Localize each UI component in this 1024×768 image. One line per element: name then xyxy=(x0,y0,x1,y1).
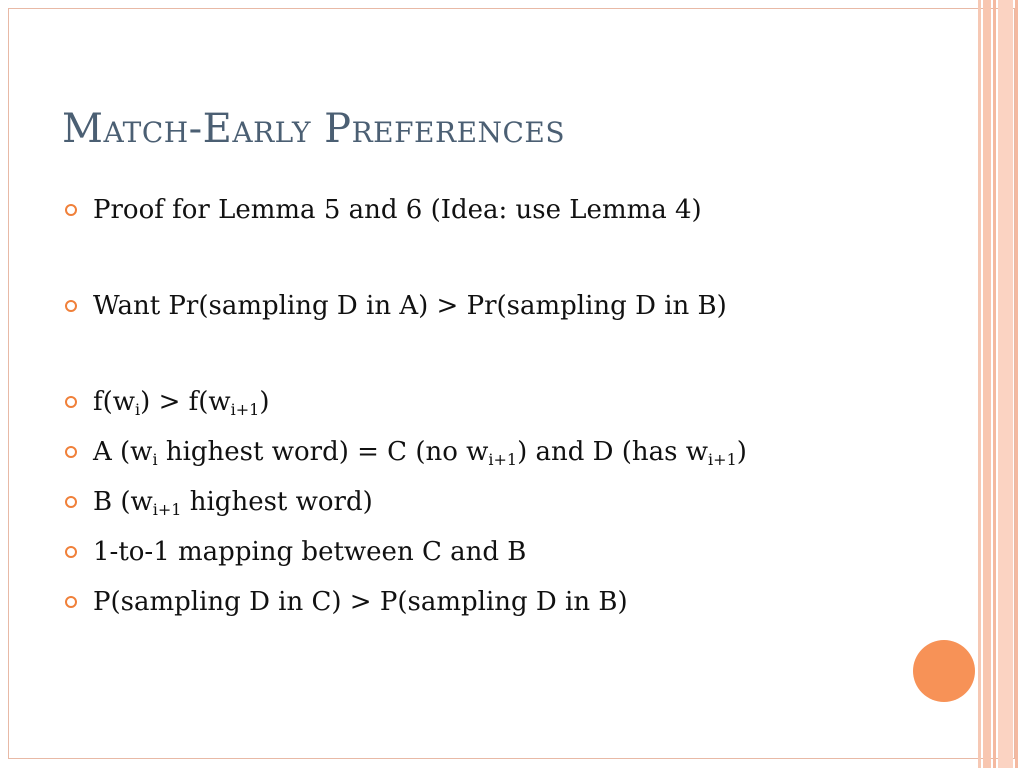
decorative-stripe xyxy=(978,0,981,768)
bullet-circle-icon xyxy=(65,546,77,558)
bullet-item xyxy=(60,477,940,527)
bullet-text: $f(w_i) > f(w_{i+1})$ xyxy=(93,387,270,419)
bullet-item xyxy=(60,281,940,331)
bullet-text: B ($w_{i+1}$ highest word) xyxy=(93,487,373,519)
bullet-circle-icon xyxy=(65,496,77,508)
subscript: i+1 xyxy=(152,500,182,519)
bullet-item xyxy=(60,427,940,477)
subscript: i xyxy=(135,400,141,419)
decorative-stripe xyxy=(983,0,991,768)
bullet-circle-icon xyxy=(65,596,77,608)
decorative-stripe xyxy=(1015,0,1018,768)
bullet-item xyxy=(60,185,940,235)
subscript: i+1 xyxy=(230,400,260,419)
bullet-item xyxy=(60,377,940,427)
bullet-circle-icon xyxy=(65,396,77,408)
decorative-stripe xyxy=(998,0,1013,768)
bullet-circle-icon xyxy=(65,204,77,216)
decorative-circle xyxy=(913,640,975,702)
bullet-text: Want Pr(sampling D in A) > Pr(sampling D in B) xyxy=(93,291,727,321)
decorative-stripe xyxy=(993,0,996,768)
bullet-circle-icon xyxy=(65,446,77,458)
bullet-item xyxy=(60,527,940,577)
bullet-text: P(sampling D in C) > P(sampling D in B) xyxy=(93,587,628,617)
bullet-item xyxy=(60,577,940,627)
slide-title: Match-Early Preferences xyxy=(62,106,566,152)
bullet-text: Proof for Lemma 5 and 6 (Idea: use Lemma 4) xyxy=(93,195,702,225)
bullet-circle-icon xyxy=(65,300,77,312)
subscript: i xyxy=(152,450,158,469)
bullet-list xyxy=(60,185,940,627)
bullet-text: A ($w_i$ highest word) = C (no $w_{i+1}$) and D (has $w_{i+1}$) xyxy=(93,437,747,469)
subscript: i+1 xyxy=(708,450,737,469)
bullet-text: 1-to-1 mapping between C and B xyxy=(93,537,527,567)
subscript: i+1 xyxy=(488,450,518,469)
